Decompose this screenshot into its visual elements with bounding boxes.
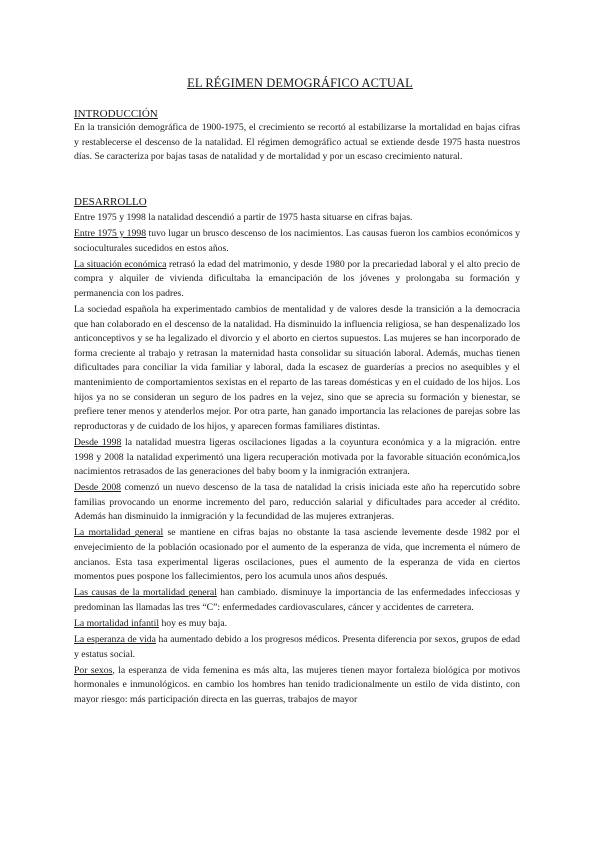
- paragraph-body: Entre 1975 y 1998 la natalidad descendió a partir de 1975 hasta situarse en cifras bajas.: [74, 212, 413, 223]
- paragraph-lead: Las causas de la mortalidad general: [74, 587, 217, 599]
- introduction-paragraph: En la transición demográfica de 1900-1975, el crecimiento se recortó al estabilizarse la mortalidad en bajas cifras y restablecerse el descenso de la natalidad. El régimen demográfico actual se extiende desde 1975 hasta nuestros días. Se caracteriza por bajas tasas de natalidad y de mortalidad y por un escaso crecimiento natural.: [74, 122, 520, 163]
- paragraph-lead: Entre 1975 y 1998: [74, 228, 147, 240]
- development-paragraph: [74, 526, 520, 584]
- development-paragraph: [74, 211, 520, 226]
- development-paragraph: [74, 664, 520, 708]
- paragraph-body: ha aumentado debido a los progresos médicos. Presenta diferencia por sexos, grupos de edad y estatus social.: [74, 634, 520, 660]
- development-paragraph: [74, 586, 520, 615]
- paragraph-lead: La mortalidad general: [74, 527, 164, 539]
- development-paragraph: [74, 633, 520, 662]
- development-heading: DESARROLLO: [74, 196, 147, 208]
- paragraph-body: han cambiado. disminuye la importancia de las enfermedades infecciosas y predominan las llamadas las tres “C”: enfermedades cardiovasculares, cáncer y accidentes de carretera.: [74, 587, 520, 613]
- introduction-heading: INTRODUCCIÓN: [74, 108, 158, 120]
- paragraph-body: hoy es muy baja.: [159, 618, 228, 630]
- paragraph-body: retrasó la edad del matrimonio, y desde 1980 por la precariedad laboral y el alto precio de compra y alquiler de vivienda dificultaba la emancipación de los jóvenes y prolongaba su formación y permanencia con los padres.: [74, 258, 520, 299]
- development-paragraph: [74, 258, 520, 302]
- development-text-block: [74, 211, 520, 709]
- paragraph-body: La sociedad española ha experimentado cambios de mentalidad y de valores desde la transición a la democracia que han colaborado en el descenso de la natalidad. Ha disminuido la influencia religiosa, se han despenalizado los anticonceptivos y se ha legalizado el divorcio y el aborto en ciertos supuestos. Las mujeres se han incorporado de forma creciente al trabajo y retrasan la maternidad hasta consolidar su situación laboral. Además, muchas tienen dificultades para conciliar la vida familiar y laboral, dada la escasez de guarderías a precios no asequibles y el mantenimiento de comportamientos sexistas en el reparto de las tareas domésticas y en el cuidado de los hijos. Los hijos ya no se consideran un seguro de los padres en la vejez, sino que se aprecia su formación y bienestar, se prefiere tener menos y atenderlos mejor. Por otra parte, han ganado importancia las relaciones de parejas sobre las reproductoras y de cuidado de los hijos, y aparecen formas familiares distintas.: [74, 304, 520, 432]
- paragraph-body: la natalidad muestra ligeras oscilaciones ligadas a la coyuntura económica y a la migración. entre 1998 y 2008 la natalidad experimentó una ligera recuperación motivada por la favorable situación económica,los nacimientos retrasados de las generaciones del baby boom y la inmigración extranjera.: [74, 436, 520, 478]
- development-paragraph: [74, 436, 520, 480]
- paragraph-lead: La situación económica: [74, 258, 167, 270]
- introduction-text-block: [74, 121, 520, 166]
- paragraph-body: tuvo lugar un brusco descenso de los nacimientos. Las causas fueron los cambios económicos y socioculturales sucedidos en estos años.: [74, 228, 520, 254]
- development-paragraph: [74, 227, 520, 256]
- paragraph-body: , la esperanza de vida femenina es más alta, las mujeres tienen mayor fortaleza biológica por motivos hormonales e inmunológicos. en cambio los hombres han tenido tradicionalmente un estilo de vida distinto, con mayor riesgo: más participación directa en las guerras, trabajos de mayor: [74, 664, 520, 705]
- paragraph-lead: Desde 2008: [74, 482, 122, 494]
- paragraph-lead: Desde 1998: [74, 436, 122, 448]
- document-title: EL RÉGIMEN DEMOGRÁFICO ACTUAL: [187, 76, 413, 90]
- paragraph-body: comenzó un nuevo descenso de la tasa de natalidad la crisis iniciada este año ha repercutido sobre familias provocando un enorme incremento del paro, reducción salarial y dificultades para acceder al crédito. Además han disminuido la inmigración y la fecundidad de las mujeres extranjeras.: [74, 482, 520, 523]
- paragraph-lead: Por sexos: [74, 664, 113, 676]
- development-paragraph: [74, 617, 520, 632]
- paragraph-lead: La esperanza de vida: [74, 634, 156, 646]
- development-paragraph: [74, 481, 520, 525]
- paragraph-body: se mantiene en cifras bajas no obstante la tasa asciende levemente desde 1982 por el envejecimiento de la población ocasionado por el aumento de la esperanza de vida, que incrementa el número de ancianos. Esta tasa experimental ligeras oscilaciones, pues el aumento de la esperanza de vida en ciertos momentos pues pospone los fallecimientos, pero los acumula unos años después.: [74, 527, 520, 583]
- paragraph-lead: La mortalidad infantil: [74, 618, 160, 630]
- development-paragraph: [74, 303, 520, 434]
